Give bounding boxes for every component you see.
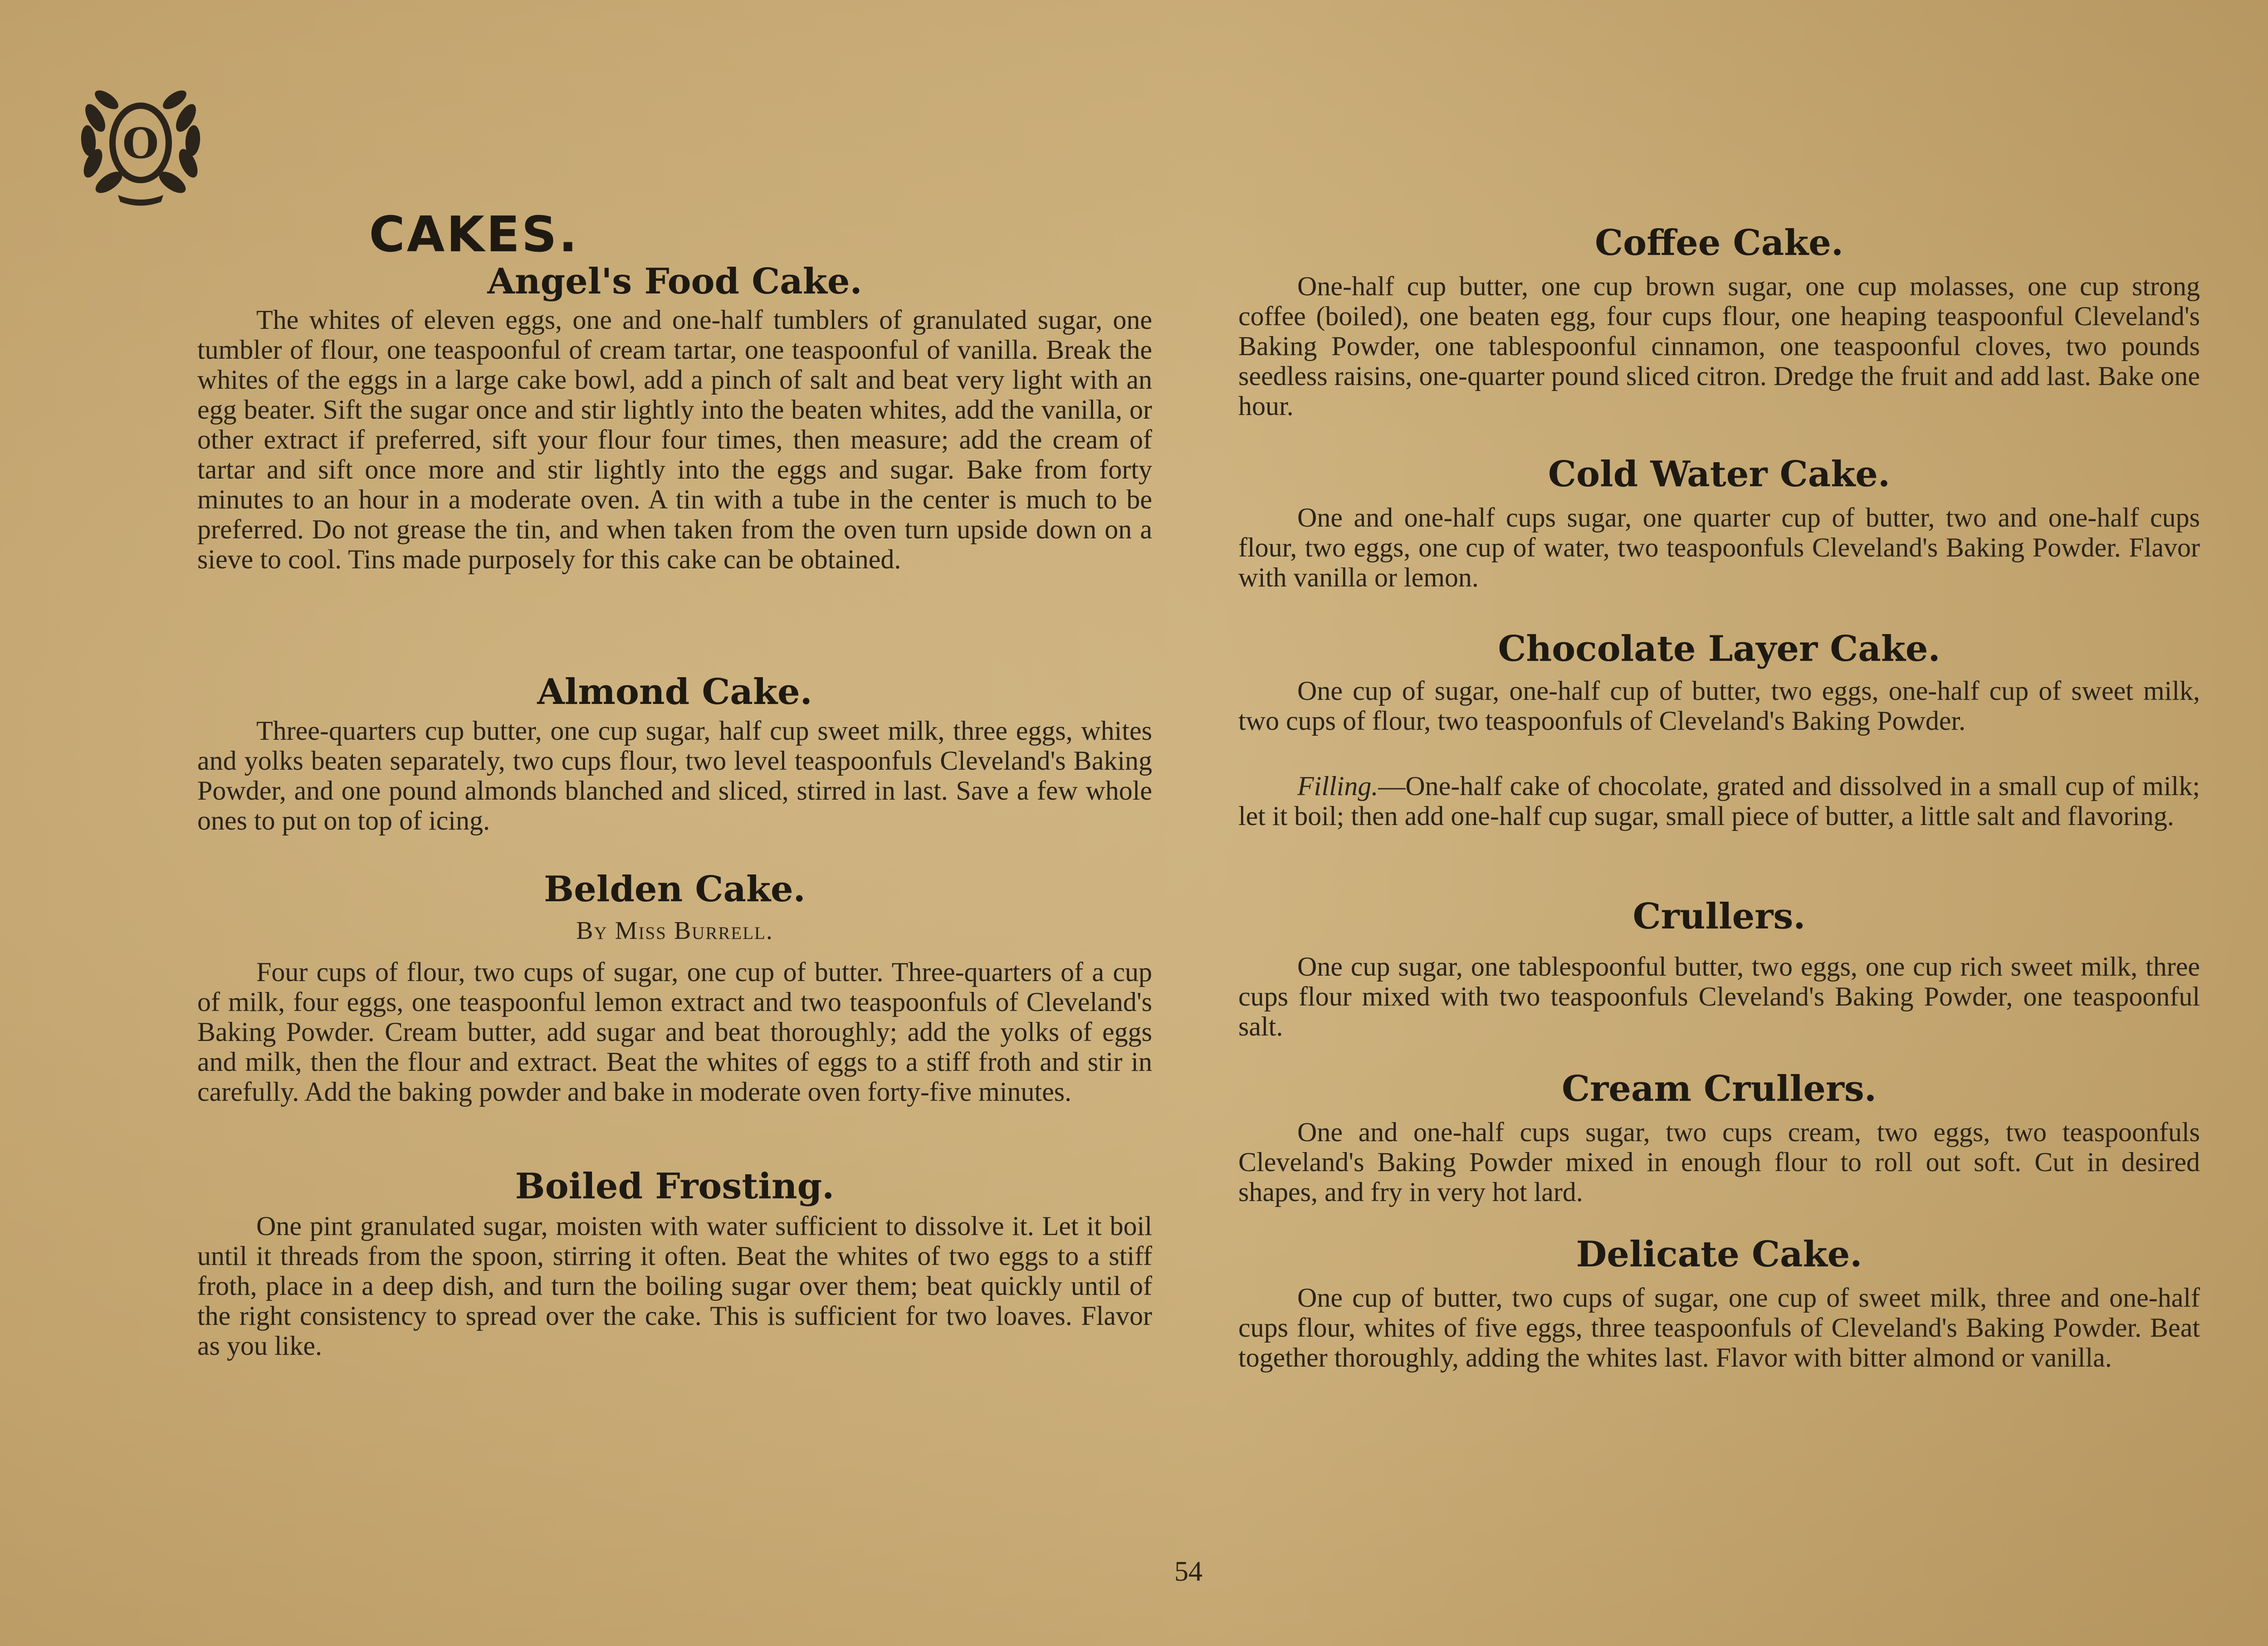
page-number: 54 xyxy=(1174,1556,1202,1587)
recipe-title-chocolate-layer: Chocolate Layer Cake. xyxy=(1498,628,1941,669)
section-title: CAKES. xyxy=(369,206,579,263)
recipe-body-belden: Four cups of flour, two cups of sugar, one cup of butter. Three-quarters of a cup of milk, four eggs, one teaspoonful lemon extract and two teaspoonfuls of Cleveland's Baking Powder. Cream butter, add sugar and beat thoroughly; add the yolks of eggs and milk, then the flour and extract. Beat the whites of eggs to a stiff froth and stir in carefully. Add the baking powder and bake in moderate oven forty-five minutes. xyxy=(197,957,1152,1107)
emblem-letter: O xyxy=(122,119,159,168)
recipe-body-angels-food: The whites of eleven eggs, one and one-half tumblers of granulated sugar, one tumbler of flour, one teaspoonful of cream tartar, one teaspoonful of vanilla. Break the whites of the eggs in a large cake bowl, add a pinch of salt and beat very light with an egg beater. Sift the sugar once and stir lightly into the beaten whites, add the vanilla, or other extract if preferred, sift your flour four times, then measure; add the cream of tartar and sift once more and stir lightly into the eggs and sugar. Bake from forty minutes to an hour in a moderate oven. A tin with a tube in the center is much to be preferred. Do not grease the tin, and when taken from the oven turn upside down on a sieve to cool. Tins made purposely for this cake can be obtained. xyxy=(197,305,1152,574)
recipe-title-crullers: Crullers. xyxy=(1633,896,1806,937)
recipe-filling-chocolate-layer xyxy=(1238,771,2200,831)
recipe-body-crullers: One cup sugar, one tablespoonful butter, two eggs, one cup rich sweet milk, three cups flour mixed with two teaspoonfuls Cleveland's Baking Powder, one teaspoonful salt. xyxy=(1238,952,2200,1041)
recipe-body-almond: Three-quarters cup butter, one cup sugar, half cup sweet milk, three eggs, whites and yolks beaten separately, two cups flour, two level teaspoonfuls Cleveland's Baking Powder, and one pound almonds blanched and sliced, stirred in last. Save a few whole ones to put on top of icing. xyxy=(197,716,1152,835)
recipe-body-cream-crullers: One and one-half cups sugar, two cups cream, two eggs, two teaspoonfuls Cleveland's Baking Powder mixed in enough flour to roll out soft. Cut in desired shapes, and fry in very hot lard. xyxy=(1238,1117,2200,1207)
recipe-title-boiled-frosting: Boiled Frosting. xyxy=(515,1166,835,1207)
recipe-byline-belden: By Miss Burrell. xyxy=(576,917,773,945)
filling-body: —One-half cake of chocolate, grated and dissolved in a small cup of milk; let it boil; then add one-half cup sugar, small piece of butter, a little salt and flavoring. xyxy=(1238,771,2200,831)
recipe-title-cream-crullers: Cream Crullers. xyxy=(1562,1068,1877,1109)
wreath-monogram-icon xyxy=(64,63,218,218)
recipe-title-almond: Almond Cake. xyxy=(537,671,812,713)
recipe-title-angels-food: Angel's Food Cake. xyxy=(487,261,862,302)
recipe-body-chocolate-layer: One cup of sugar, one-half cup of butter, two eggs, one-half cup of sweet milk, two cups of flour, two teaspoonfuls of Cleveland's Baking Powder. xyxy=(1238,676,2200,736)
recipe-title-coffee: Coffee Cake. xyxy=(1595,222,1843,264)
recipe-title-belden: Belden Cake. xyxy=(544,869,806,910)
recipe-body-coffee: One-half cup butter, one cup brown sugar, one cup molasses, one cup strong coffee (boiled), one beaten egg, four cups flour, one heaping teaspoonful Cleveland's Baking Powder, one tablespoonful cinnamon, one teaspoonful cloves, two pounds seedless raisins, one-quarter pound sliced citron. Dredge the fruit and add last. Bake one hour. xyxy=(1238,271,2200,421)
recipe-title-delicate: Delicate Cake. xyxy=(1576,1234,1862,1275)
recipe-body-boiled-frosting: One pint granulated sugar, moisten with water sufficient to dissolve it. Let it boil until it threads from the spoon, stirring it often. Beat the whites of two eggs to a stiff froth, place in a deep dish, and turn the boiling sugar over them; beat quickly until of the right consistency to spread over the cake. This is sufficient for two loaves. Flavor as you like. xyxy=(197,1211,1152,1361)
recipe-title-cold-water: Cold Water Cake. xyxy=(1548,454,1891,495)
recipe-body-cold-water: One and one-half cups sugar, one quarter cup of butter, two and one-half cups flour, two eggs, one cup of water, two teaspoonfuls Cleveland's Baking Powder. Flavor with vanilla or lemon. xyxy=(1238,503,2200,592)
recipe-body-delicate: One cup of butter, two cups of sugar, one cup of sweet milk, three and one-half cups flour, whites of five eggs, three teaspoonfuls of Cleveland's Baking Powder. Beat together thoroughly, adding the whites last. Flavor with bitter almond or vanilla. xyxy=(1238,1283,2200,1372)
filling-label: Filling. xyxy=(1297,771,1378,801)
